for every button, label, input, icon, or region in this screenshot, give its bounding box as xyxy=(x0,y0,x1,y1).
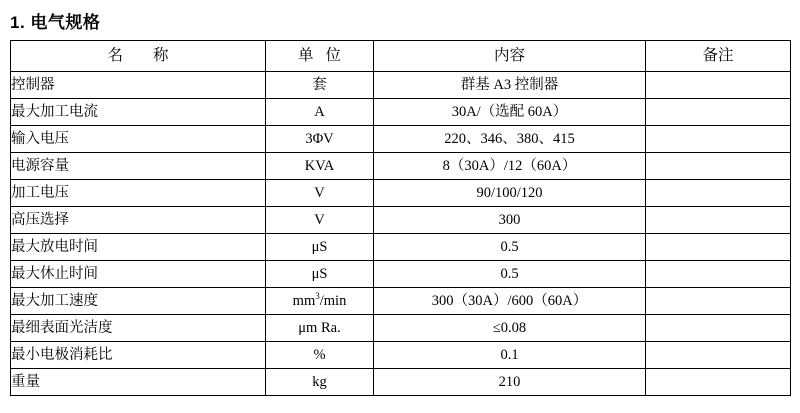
row-name: 控制器 xyxy=(11,72,266,99)
row-content: 0.5 xyxy=(374,234,646,261)
row-content: 300（30A）/600（60A） xyxy=(374,288,646,315)
row-unit: % xyxy=(266,342,374,369)
row-unit: A xyxy=(266,99,374,126)
row-name: 输入电压 xyxy=(11,126,266,153)
row-unit: μS xyxy=(266,234,374,261)
table-row xyxy=(11,342,791,369)
row-unit: V xyxy=(266,180,374,207)
row-name: 重量 xyxy=(11,369,266,396)
column-header-name xyxy=(11,41,266,72)
row-content: 210 xyxy=(374,369,646,396)
column-header-unit-char-2: 位 xyxy=(325,47,342,65)
row-unit: 套 xyxy=(266,72,374,99)
row-remark xyxy=(646,261,791,288)
table-header-row xyxy=(11,41,791,72)
row-remark xyxy=(646,72,791,99)
table-row xyxy=(11,180,791,207)
row-unit xyxy=(266,288,374,315)
table-row xyxy=(11,153,791,180)
row-content: 0.5 xyxy=(374,261,646,288)
column-header-name-char-1: 名 xyxy=(107,47,123,65)
row-unit: μS xyxy=(266,261,374,288)
electrical-specifications-table xyxy=(10,40,791,396)
column-header-name-char-2: 称 xyxy=(153,47,169,65)
table-body xyxy=(11,72,791,396)
row-unit: KVA xyxy=(266,153,374,180)
table-row xyxy=(11,369,791,396)
row-unit: V xyxy=(266,207,374,234)
row-name: 电源容量 xyxy=(11,153,266,180)
row-unit-exponent: 3 xyxy=(315,290,320,301)
row-remark xyxy=(646,288,791,315)
row-content: 群基 A3 控制器 xyxy=(374,72,646,99)
row-name: 最大加工速度 xyxy=(11,288,266,315)
row-remark xyxy=(646,342,791,369)
column-header-unit xyxy=(266,41,374,72)
table-row xyxy=(11,234,791,261)
row-remark xyxy=(646,99,791,126)
row-unit: kg xyxy=(266,369,374,396)
row-unit-suffix: /min xyxy=(319,292,347,309)
row-name: 最大休止时间 xyxy=(11,261,266,288)
row-remark xyxy=(646,234,791,261)
row-name: 最大加工电流 xyxy=(11,99,266,126)
row-remark xyxy=(646,315,791,342)
table-row xyxy=(11,315,791,342)
row-name: 高压选择 xyxy=(11,207,266,234)
row-content: ≤0.08 xyxy=(374,315,646,342)
row-remark xyxy=(646,369,791,396)
page-title: 1. 电气规格 xyxy=(10,13,101,32)
row-remark xyxy=(646,180,791,207)
table-row xyxy=(11,126,791,153)
table-row xyxy=(11,207,791,234)
row-unit-base: mm xyxy=(292,292,316,309)
row-remark xyxy=(646,153,791,180)
row-remark xyxy=(646,126,791,153)
row-name: 最小电极消耗比 xyxy=(11,342,266,369)
table-row xyxy=(11,261,791,288)
column-header-unit-char-1: 单 xyxy=(297,47,314,65)
row-content: 90/100/120 xyxy=(374,180,646,207)
row-name: 最细表面光洁度 xyxy=(11,315,266,342)
table-row xyxy=(11,288,791,315)
column-header-content: 内容 xyxy=(374,41,646,72)
row-content: 300 xyxy=(374,207,646,234)
row-content: 30A/（选配 60A） xyxy=(374,99,646,126)
table-row xyxy=(11,99,791,126)
column-header-remark: 备注 xyxy=(646,41,791,72)
row-unit: 3ΦV xyxy=(266,126,374,153)
row-remark xyxy=(646,207,791,234)
table-row xyxy=(11,72,791,99)
row-content: 8（30A）/12（60A） xyxy=(374,153,646,180)
row-content: 220、346、380、415 xyxy=(374,126,646,153)
row-unit: μm Ra. xyxy=(266,315,374,342)
row-name: 最大放电时间 xyxy=(11,234,266,261)
row-name: 加工电压 xyxy=(11,180,266,207)
row-content: 0.1 xyxy=(374,342,646,369)
